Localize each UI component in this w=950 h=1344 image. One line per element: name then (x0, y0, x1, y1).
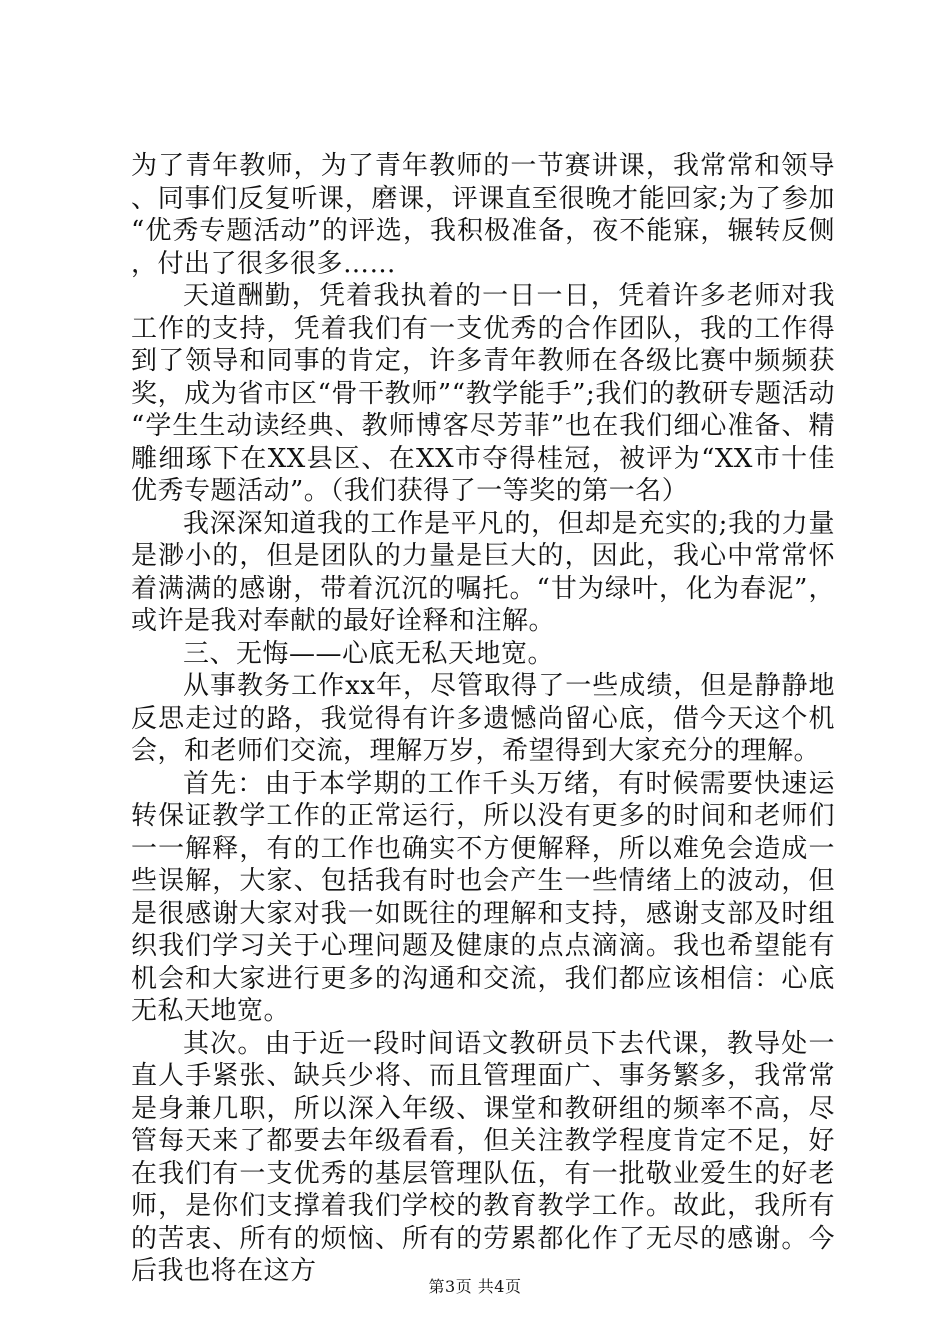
paragraph-1: 为了青年教师，为了青年教师的一节赛讲课，我常常和领导、同事们反复听课，磨课，评课直至很晚才能回家;为了参加“优秀专题活动”的评选，我积极准备，夜不能寐，辗转反侧，付出了很多很多…… (131, 151, 835, 279)
page-number-footer: 第3页 共4页 (428, 1277, 522, 1296)
paragraph-3: 我深深知道我的工作是平凡的，但却是充实的;我的力量是渺小的，但是团队的力量是巨大的，因此，我心中常常怀着满满的感谢，带着沉沉的嘱托。“甘为绿叶，化为春泥”，或许是我对奉献的最好诠释和注解。 (131, 508, 835, 636)
document-body (131, 150, 835, 1288)
paragraph-6: 首先：由于本学期的工作千头万绪，有时候需要快速运转保证教学工作的正常运行，所以没有更多的时间和老师们一一解释，有的工作也确实不方便解释，所以难免会造成一些误解，大家、包括我有时也会产生一些情绪上的波动，但是很感谢大家对我一如既往的理解和支持，感谢支部及时组织我们学习关于心理问题及健康的点点滴滴。我也希望能有机会和大家进行更多的沟通和交流，我们都应该相信：心底无私天地宽。 (131, 768, 835, 1026)
paragraph-7: 其次。由于近一段时间语文教研员下去代课，教导处一直人手紧张、缺兵少将、而且管理面广、事务繁多，我常常是身兼几职，所以深入年级、课堂和教研组的频率不高，尽管每天来了都要去年级看看，但关注教学程度肯定不足，好在我们有一支优秀的基层管理队伍，有一批敬业爱生的好老师，是你们支撑着我们学校的教育教学工作。故此，我所有的苦衷、所有的烦恼、所有的劳累都化作了无尽的感谢。今后我也将在这方 (131, 1028, 835, 1286)
paragraph-2: 天道酬勤，凭着我执着的一日一日，凭着许多老师对我工作的支持，凭着我们有一支优秀的合作团队，我的工作得到了领导和同事的肯定，许多青年教师在各级比赛中频频获奖，成为省市区“骨干教师”“教学能手”;我们的教研专题活动“学生生动读经典、教师博客尽芳菲”也在我们细心准备、精雕细琢下在XX县区、在XX市夺得桂冠，被评为“XX市十佳优秀专题活动”。（我们获得了一等奖的第一名） (131, 281, 835, 506)
paragraph-5: 从事教务工作xx年，尽管取得了一些成绩，但是静静地反思走过的路，我觉得有许多遗憾尚留心底，借今天这个机会，和老师们交流，理解万岁，希望得到大家充分的理解。 (131, 671, 835, 766)
section-heading: 三、无悔——心底无私天地宽。 (183, 638, 555, 669)
